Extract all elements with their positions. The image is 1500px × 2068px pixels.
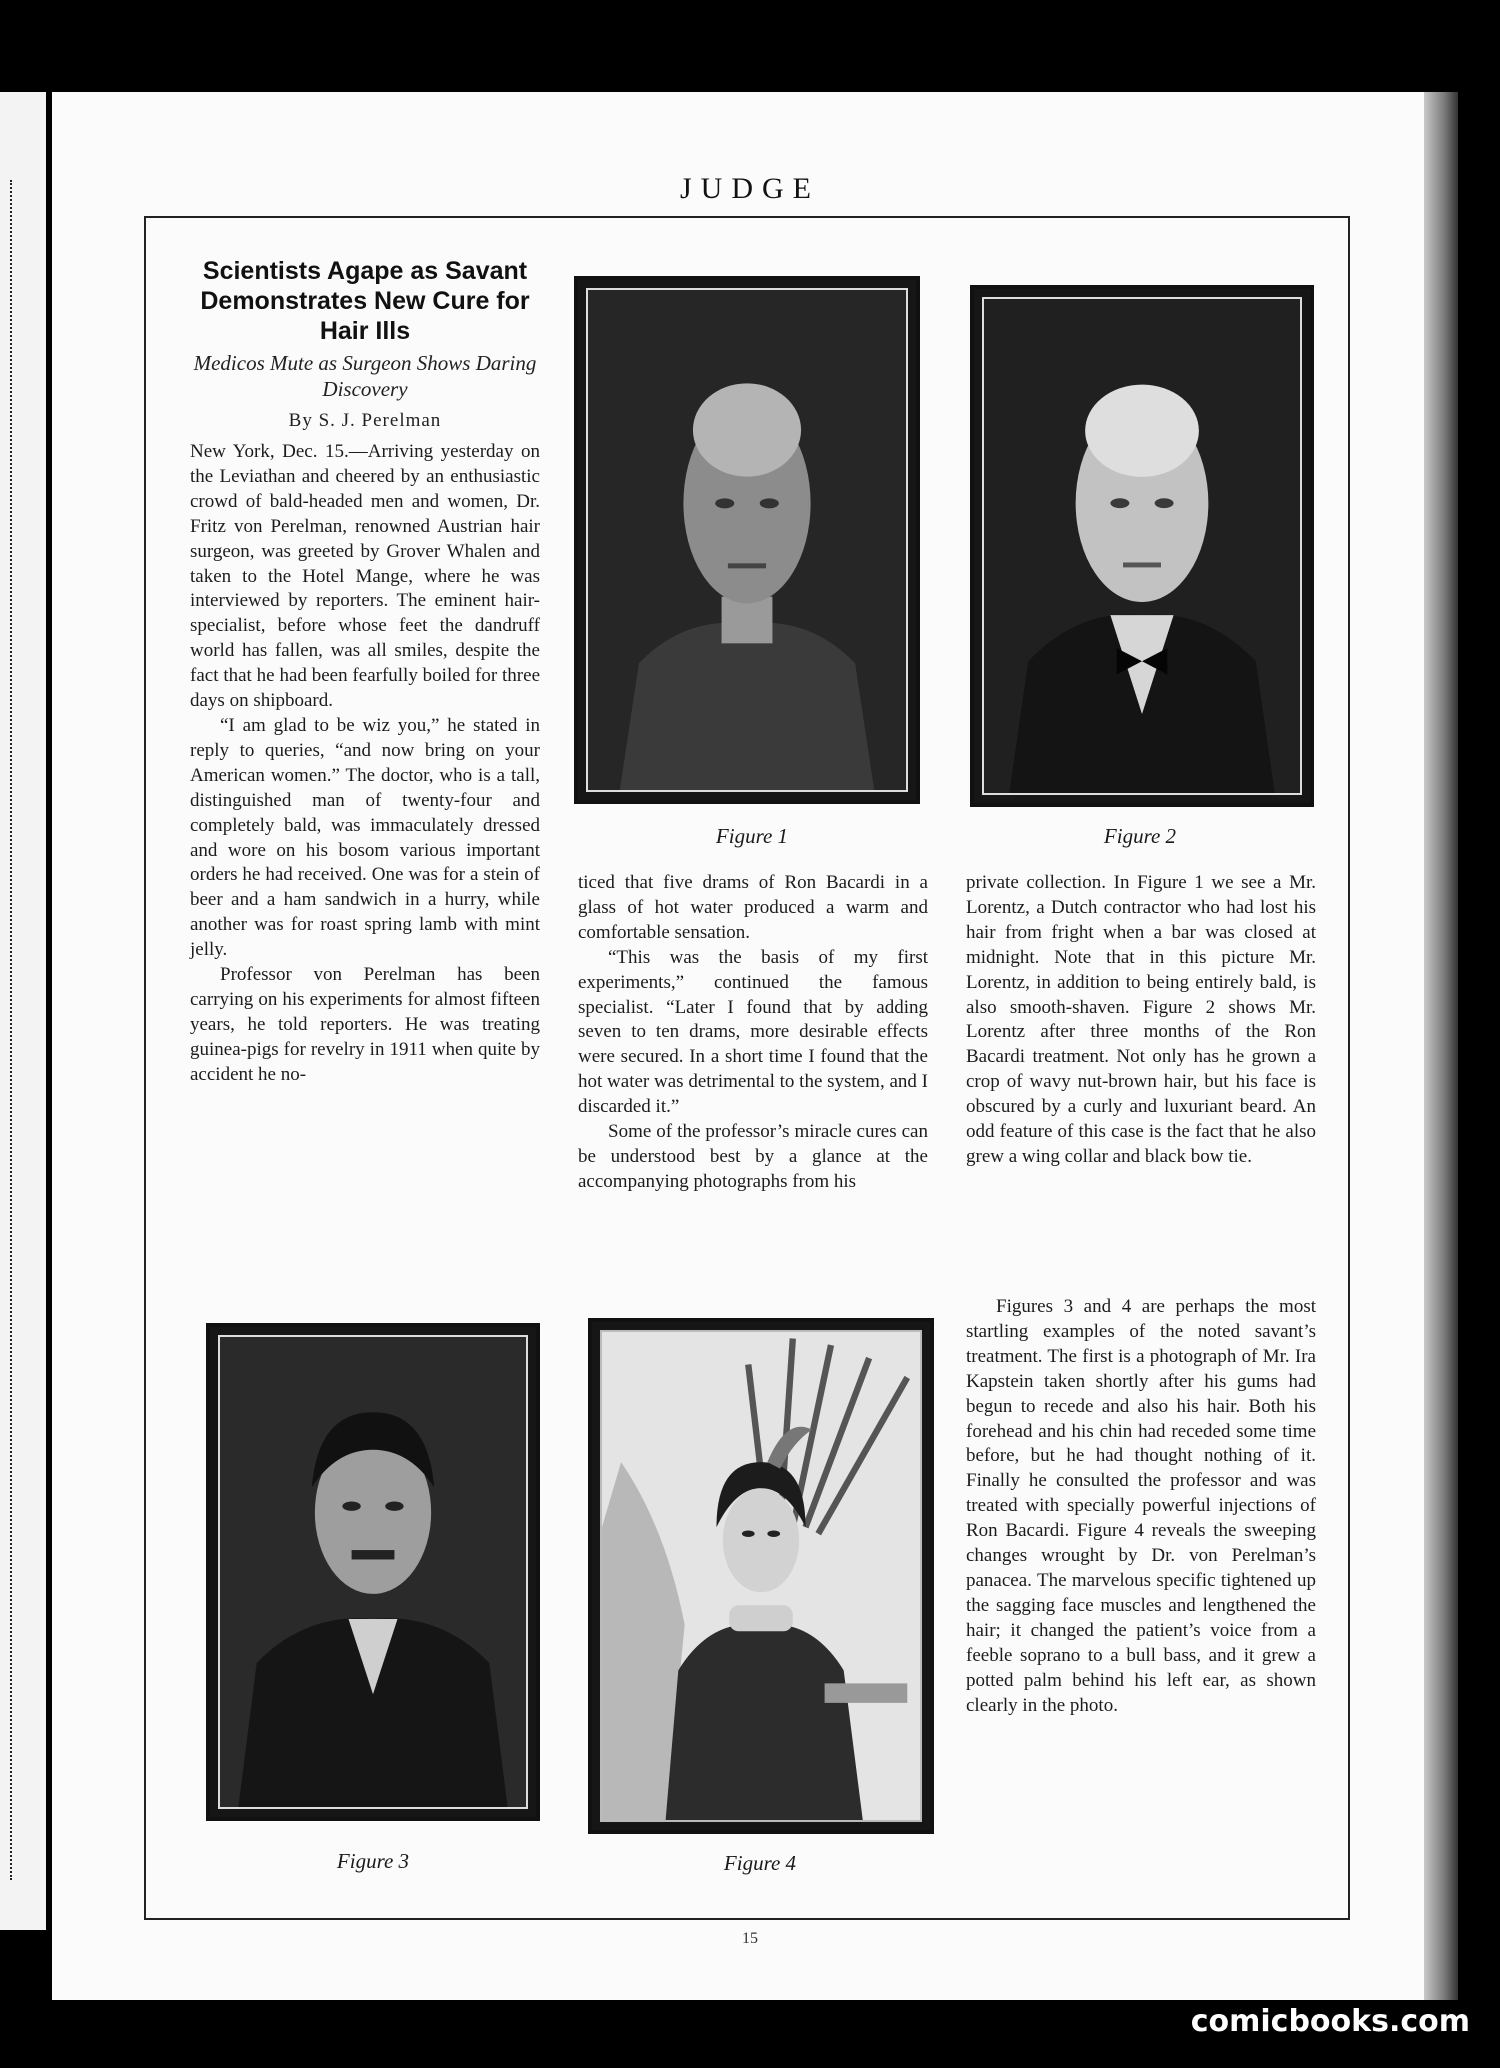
figure-1-caption: Figure 1 <box>715 824 789 848</box>
woman-with-palm-portrait-image <box>602 1332 920 1820</box>
paragraph: ticed that five drams of Ron Bacardi in a glass of hot water produced a warm and comfortable sensation. <box>578 872 928 943</box>
site-watermark: comicbooks.com <box>1190 2004 1470 2039</box>
paragraph: private collection. In Figure 1 we see a Mr. Lorentz, a Dutch contractor who had lost his hair from fright when a bar was closed at midnight. Note that in this picture Mr. Lorentz, in addition to being entirely bald, is also smooth-shaven. Figure 2 shows Mr. Lorentz after three months of the Ron Bacardi treatment. Not only has he grown a crop of wavy nut-brown hair, but his face is obscured by a curly and luxuriant beard. An odd feature of this case is the fact that he also grew a wing collar and black bow tie. <box>966 872 1316 1167</box>
article-column-3 <box>966 871 1316 1170</box>
figure-4-caption: Figure 4 <box>723 1851 797 1875</box>
paragraph: “This was the basis of my first experiments,” continued the famous specialist. “Later I found that by adding seven to ten drams, more desirable effects were secured. In a short time I found that the hot water was detrimental to the system, and I discarded it.” <box>578 946 928 1118</box>
article-column-2 <box>578 871 928 1195</box>
figure-2-photo <box>970 285 1314 807</box>
paragraph: “I am glad to be wiz you,” he stated in reply to queries, “and now bring on your American women.” The doctor, who is a tall, distinguished man of twenty-four and completely bald, was immaculately dressed and wore on his bosom various important orders he had received. One was for a stein of beer and a ham sandwich in a hurry, while another was for roast spring lamb with mint jelly. <box>190 714 540 961</box>
paragraph: New York, Dec. 15.—Arriving yesterday on the Leviathan and cheered by an enthusiastic crowd of bald-headed men and women, Dr. Fritz von Perelman, renowned Austrian hair surgeon, was greeted by Grover Whalen and taken to the Hotel Mange, where he was interviewed by reporters. The eminent hair-specialist, before whose feet the dandruff world has fallen, was all smiles, despite the fact that he had been fearfully boiled for three days on shipboard. <box>190 441 540 712</box>
previous-page-binding <box>0 180 12 1880</box>
paragraph: Some of the professor’s miracle cures can be understood best by a glance at the accompanying photographs from his <box>578 1121 928 1192</box>
figure-1-photo <box>574 276 920 804</box>
figure-3-photo <box>206 1323 540 1821</box>
article-column-3-continued <box>966 1295 1316 1718</box>
magazine-masthead: JUDGE <box>680 172 820 205</box>
article-column-1 <box>190 440 540 1088</box>
article-headline: Scientists Agape as Savant Demonstrates New Cure for Hair Ills <box>200 257 530 345</box>
page-number: 15 <box>742 1930 758 1947</box>
article-byline: By S. J. Perelman <box>288 410 442 431</box>
page-gutter-shadow <box>1424 92 1458 2000</box>
figure-2-caption: Figure 2 <box>1103 824 1177 848</box>
figure-3-caption: Figure 3 <box>336 1849 410 1873</box>
mustache-man-portrait-image <box>220 1337 526 1807</box>
bald-man-portrait-image <box>588 290 906 790</box>
figure-4-photo <box>588 1318 934 1834</box>
bowtie-man-portrait-image <box>984 299 1300 793</box>
article-subhead: Medicos Mute as Surgeon Shows Daring Discovery <box>193 351 537 401</box>
paragraph: Figures 3 and 4 are perhaps the most startling examples of the noted savant’s treatment. The first is a photograph of Mr. Ira Kapstein taken shortly after his gums had begun to recede and also his hair. Both his forehead and his chin had receded some time before, but he had thought nothing of it. Finally he consulted the professor and was treated with specially powerful injections of Ron Bacardi. Figure 4 reveals the sweeping changes wrought by Dr. von Perelman’s panacea. The marvelous specific tightened up the sagging face muscles and lengthened the hair; it changed the patient’s voice from a feeble soprano to a bull bass, and it grew a potted palm behind his left ear, as shown clearly in the photo. <box>966 1296 1316 1716</box>
paragraph: Professor von Perelman has been carrying on his experiments for almost fifteen years, he told reporters. He was treating guinea-pigs for revelry in 1911 when quite by accident he no- <box>190 964 540 1085</box>
